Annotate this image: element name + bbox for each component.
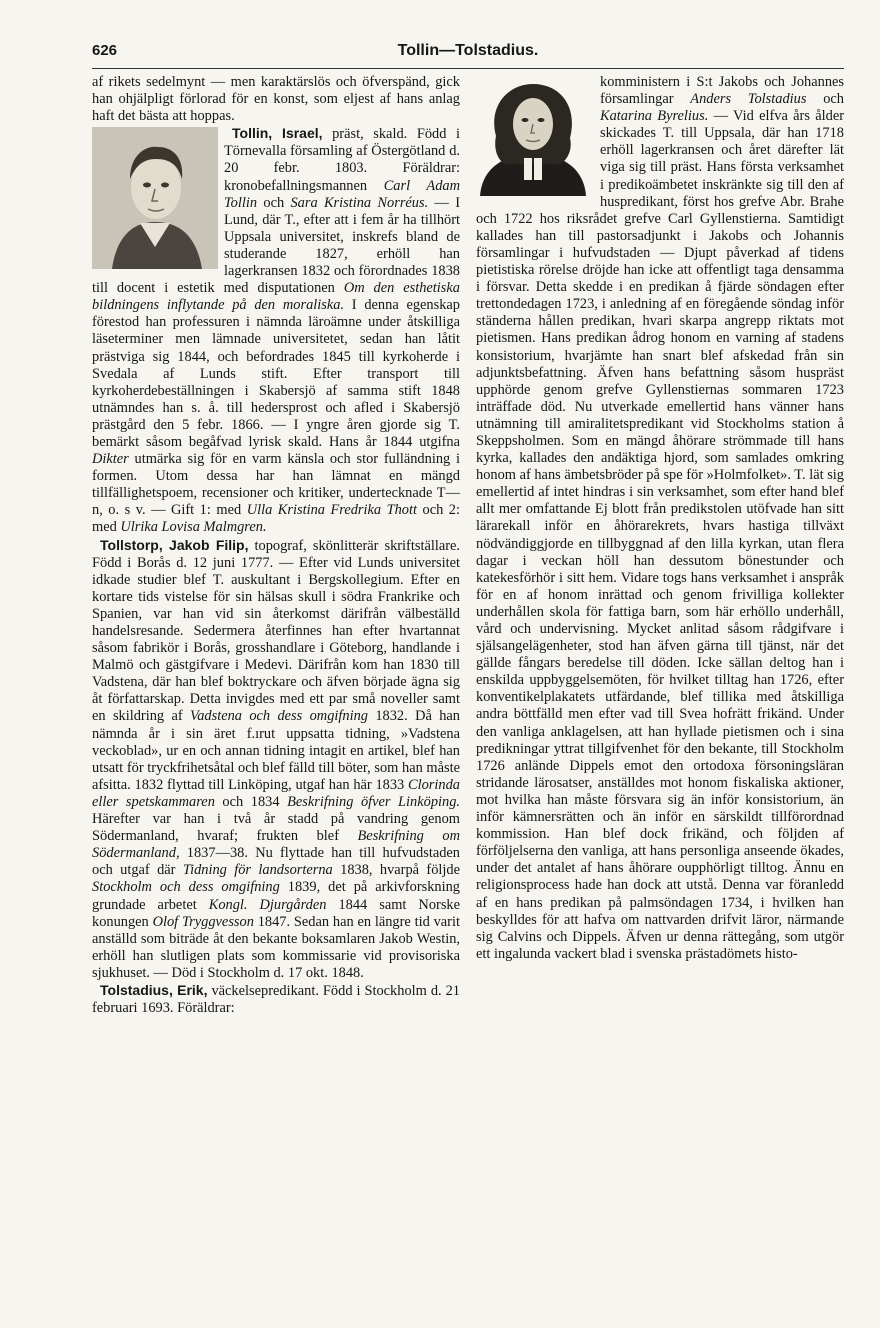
running-head: Tollin—Tolstadius. [397,42,539,59]
entry-text: — Vid elfva års ålder skickades T. till Uppsala, där han 1718 erhöll lagerkransen och året därefter lät viga sig till präst. Hans första verksamhet i predikoämbetet inskränkte sig till den af huspredikant, först hos grefve Abr. Brahe och 1722 hos riksrådet grefve Carl Gyllenstierna. Samtidigt kallades han till pastorsadjunkt i Jakobs och Johannis församlingar i hufvudstaden — Djupt påverkad af tidens pietistiska rörelse dröjde han icke att offentligt taga densamma i försvar. Detta skedde i en predikan å fjärde söndagen efter trettondedagen 1723, i anledning af en föregående söndag inför ständerna hållen predikan, hvari skarpa angrepp riktats mot pietismen. Hans predikan ådrog honom en varning af stadens konsistorium, hvarjämte han snart blef afskedad från sin adjunktsbefattning. Äfven hans befattning såsom huspräst upphörde genom grefve Gyllenstiernas sommaren 1723 inträffade död. Nu utverkade emellertid hans vänner hans utnämning till amiralitetspredikant vid Stockholms station å Skeppsholmen. Som en mängd åhörare strömmade till hans kyrka, kallades den andäktiga hjord, som samlades omkring honom af hans ämbetsbröder på spe för »Holmfolket». T. lät sig emellertid af intet hindras i sin verksamhet, som efter hand blef allt mer omfattande Ej blott från predikstolen utöfvade han sitt lärarekall inför en åhörarekrets, hvars hastiga tillväxt nödvändiggjorde en tillbyggnad af den lilla kyrkan, utan flera dagar i veckan höll han dessutom bönestunder och katekesförhör i sitt hem. Vidare togs hans verksamhet i anspråk för en af honom inrättad och genom frivilliga kollekter underhållen skola för fattiga barn, som här erhöllo underhåll, vård och undervisning. Mycket anlitad såsom rådgifvare i själsangelägenheter, stod han äfven gärna till tjänst, när det gällde fångars beredelse till döden. Icke sällan deltog han i enskilda uppbyggelsemöten, för hvilket tilltag han 1726, efter konventikelplakatets utfärdande, blef tillika med åtskilliga andra böttfälld men efter vad till Svea hofrätt frikänd. Under den vanliga anklagelsen, att han hyllade pietismen och i sina predikningar yttrat tillgifvenhet för den bekante, till Stockholm 1726 anlände Dippels emot den ortodoxa försoningsläran stridande lärosatser, anställdes mot honom fiskaliska aktioner, mot hvilka han måste försvara sig än inför konsistorium, än inför kämnersrätten och än inför en särskildt tillförordnad kommission. Han blef dock frikänd, och följden af förföljelserna den vanliga, att hans personliga anseende ökades, under det antalet af hans åhörare oupphörligt tilltog. Ännu en religionsprocess hade han dock att utstå. Denna var föranledd af en hans predikan på palmsöndagen 1734, i hvilken han beskylldes för att hafva om nattvarden drifvit läror, närmande sig Calvins och Dippels. Äfven ur denna rättegång, som utgör ett ingalunda vackert blad i svenska prästadömets histo- [476,108,844,962]
entry-text: utmärka sig för en varm känsla och stor fulländning i formen. Utom dessa har han lämnat en mängd tillfällighetspoem, recensioner och kritiker, undertecknade T—n, o. s v. — Gift 1: med [92,451,460,519]
entry-text: och [806,91,844,108]
headword-tollstorp: Tollstorp, Jakob Filip, [100,536,249,553]
entry-italic: Beskrifning öfver Linköping. [287,793,460,810]
entry-italic: Kongl. Djurgården [208,896,327,913]
entry-italic: Ulrika Lovisa Malmgren. [120,519,267,536]
entry-text: 1832. Då han nämnda år i sin äret f.ırut uppsatta tidning, »Vadstena veckoblad», ur en och annan tidning intagit en artikel, blef han utsatt för tryckfrihetsåtal och blef fälld till böter, som han måste afsitta. 1832 flyttad till Linköping, utgaf han här 1833 [92,708,460,793]
page-number: 626 [92,42,118,59]
entry-italic: Vadstena och dess omgifning [190,708,368,725]
entry-text: präst, skald. Född i Törnevalla församling af Östergötland d. 20 febr. 1803. Föräldrar: kronobefallningsmannen [224,126,460,194]
entry-text: komministern i S:t Jakobs och Johannes församlingar [600,74,844,108]
entry-text: väckelsepredikant. Född i Stockholm d. 21 februari 1693. Föräldrar: [92,982,460,1017]
entry-text: Härefter var han i två år stadd på vandring genom Södermanland, hvaraf; frukten blef [92,811,460,845]
entry-text: topograf, skönlitterär skriftställare. Född i Borås d. 12 juni 1777. — Efter vid Lunds universitet idkade studier blef T. auskultant i Bergskollegium. Efter en kortare tids vistelse för sin hälsas skull i södra Frankrike och Spanien, var han vid sin återkomst därifrån välbeställd handelsresande. Sedermera återfinnes han efter hvartannat såsom fabrikör i Borås, grosshandlare i Göteborg, handlande i Malmö och gästgifvare i Medevi. Därifrån kom han 1830 till Vadstena, där han blef boktryckare och äfven började ägna sig åt författarskap. Detta invigdes med ett par små noveller samt en skildring af [92,537,460,725]
page-header [92,42,844,64]
headword-tolstadius: Tolstadius, Erik, [100,981,208,998]
portrait-tolstadius-image [474,76,592,196]
right-column [476,74,844,963]
entry-tollstorp [92,537,460,982]
entry-italic: Katarina Byrelius. [600,108,709,125]
entry-italic: Stockholm och dess omgifning [92,879,280,896]
portrait-tollin-drawing [92,127,218,269]
entry-italic: Olof Tryggvesson [152,913,254,930]
entry-italic: Om den esthetiska bildningens inflytande på den moraliska. [92,280,460,314]
entry-text: och [257,194,291,211]
portrait-tollin-image [92,127,218,269]
entry-text: — I Lund, där T., efter att i fem år ha tillhört Uppsala universitet, inskrefs bland de studerande 1827, erhöll han lagerkransen 1832 och förordnades 1838 till docent i estetik med disputationen [92,194,460,297]
headword-tollin: Tollin, Israel, [232,125,323,142]
intro-paragraph: af rikets sedelmynt — men karaktärslös och öfverspänd, gick han ohjälpligt förlorad för en konst, som eljest af hans anlag haft det bästa att hoppas. [92,74,460,125]
entry-text: 1838, hvarpå följde [332,862,460,879]
entry-tolstadius-continued [476,74,844,963]
entry-italic: Anders Tolstadius [690,91,807,108]
entry-italic: Ulla Kristina Fredrika Thott [246,502,417,519]
portrait-tolstadius-drawing [474,76,592,196]
header-rule [92,68,844,69]
entry-italic: Dikter [92,451,129,468]
entry-italic: Carl Adam Tollin [224,177,460,211]
entry-text: I denna egenskap förestod han professuren i nämnda läroämne under åtskilliga läseterminer men lämnade universitetet, sedan han låtit prästviga sig 1844, och befordrades 1845 till kyrkoherde i Svedala af Lunds stift. Efter transport till kyrkoherdebeställningen i Skabersjö af samma stift 1848 utnämndes han s. å. till hedersprost och afled i Skabersjö prästgård den 5 febr. 1866. — I yngre åren gjorde sig T. bemärkt såsom begåfvad lyrisk skald. Hans år 1844 utgifna [92,297,460,450]
entry-text: 1844 samt Norske konungen [92,896,460,930]
entry-text: 1839, det på arkivforskning grundade arbetet [92,879,460,913]
entry-italic: Beskrifning om Södermanland, [92,828,460,862]
entry-tollin [92,125,460,536]
entry-text: och 2: med [92,502,460,536]
entry-italic: Tidning för landsorterna [182,862,333,879]
left-column [92,74,460,1017]
entry-text: 1847. Sedan han en längre tid varit anställd som biträde åt den bekante boksamlaren Jakob Westin, erhöll han slutligen plats som kommissarie vid provisoriska sjukhuset. — Död i Stockholm d. 17 okt. 1848. [92,913,460,981]
entry-italic: Sara Kristina Norréus. [290,194,429,211]
entry-italic: Clorinda eller spetskammaren [92,776,460,810]
entry-tolstadius [92,982,460,1017]
entry-text: och 1834 [214,793,288,810]
entry-text: 1837—38. Nu flyttade han till hufvudstaden och utgaf där [92,845,460,879]
